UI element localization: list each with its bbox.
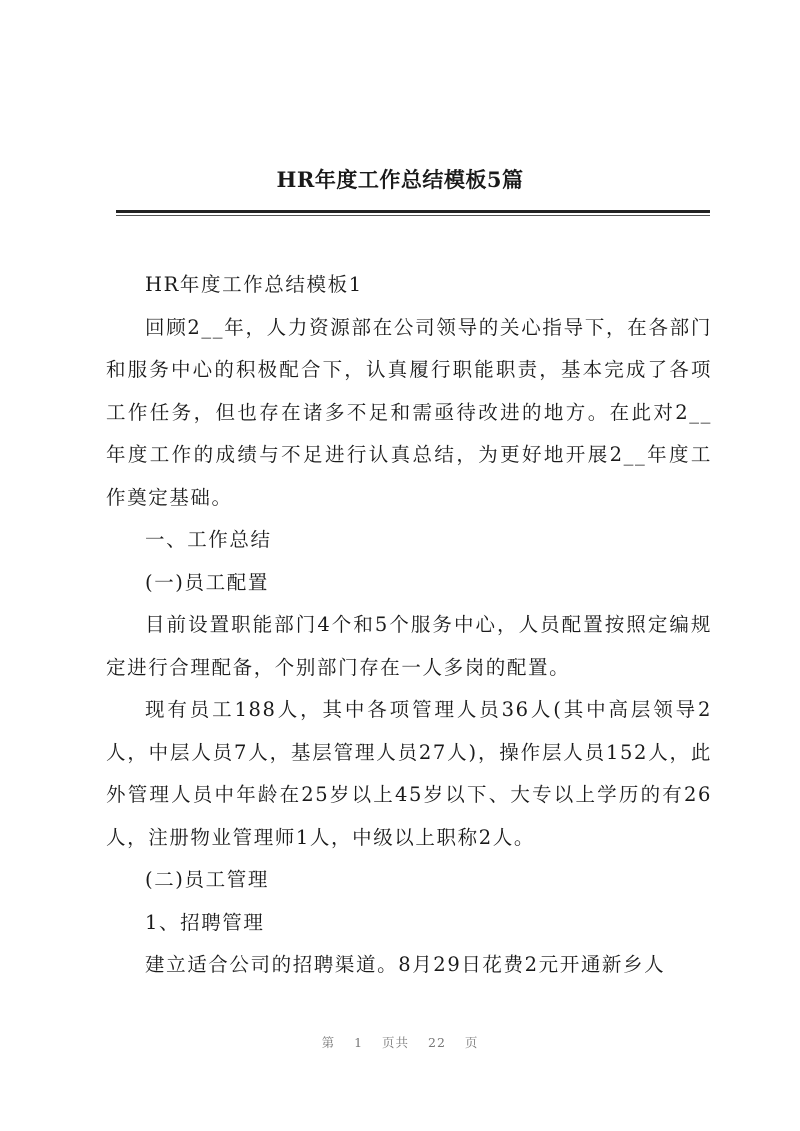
paragraph: 现有员工188人，其中各项管理人员36人(其中高层领导2人，中层人员7人，基层管理人员27人)，操作层人员152人，此外管理人员中年龄在25岁以上45岁以下、大专以上学历的有26人，注册物业管理师1人，中级以上职称2人。 <box>106 698 712 849</box>
footer-page-total: 22 <box>428 1035 446 1050</box>
subsection-heading: (二)员工管理 <box>145 868 269 891</box>
footer-middle: 页共 <box>382 1035 410 1050</box>
page-title: HR年度工作总结模板5篇 <box>276 167 524 192</box>
title-divider-thin <box>116 215 710 216</box>
section-heading: 一、工作总结 <box>145 528 272 551</box>
page-footer <box>0 1033 800 1051</box>
section-heading: HR年度工作总结模板1 <box>145 273 363 296</box>
title-divider <box>116 210 710 213</box>
paragraph: 目前设置职能部门4个和5个服务中心，人员配置按照定编规定进行合理配备，个别部门存在一人多岗的配置。 <box>106 613 712 679</box>
footer-page-number: 1 <box>354 1035 364 1050</box>
paragraph: 回顾2__年，人力资源部在公司领导的关心指导下，在各部门和服务中心的积极配合下，认真履行职能职责，基本完成了各项工作任务，但也存在诸多不足和需亟待改进的地方。在此对2__年度工作的成绩与不足进行认真总结，为更好地开展2__年度工作奠定基础。 <box>106 315 712 509</box>
footer-suffix: 页 <box>464 1035 479 1050</box>
subsection-heading: 1、招聘管理 <box>145 910 265 934</box>
footer-prefix: 第 <box>321 1035 336 1050</box>
subsection-heading: (一)员工配置 <box>145 570 269 594</box>
paragraph: 建立适合公司的招聘渠道。8月29日花费2元开通新乡人 <box>145 953 666 976</box>
document-body <box>106 264 712 987</box>
